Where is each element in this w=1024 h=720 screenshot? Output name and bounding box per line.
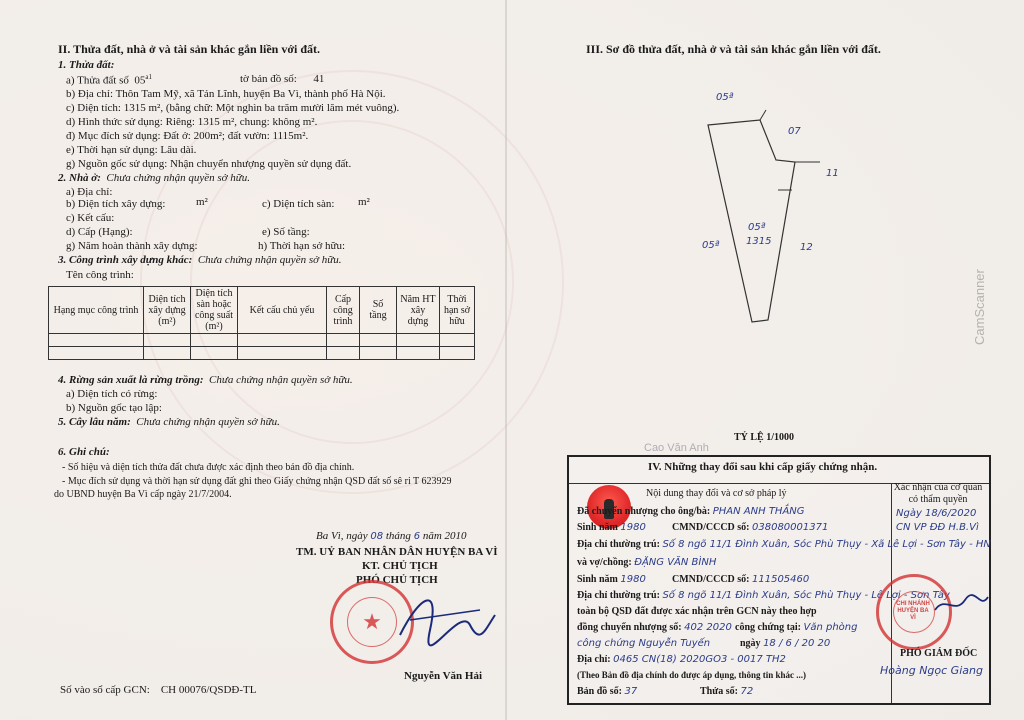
s2-g: g) Năm hoàn thành xây dựng:: [66, 240, 198, 252]
s1-b: b) Địa chỉ: Thôn Tam Mỹ, xã Tản Lĩnh, huyện Ba Vì, thành phố Hà Nội.: [66, 88, 386, 100]
s2-b: b) Diện tích xây dựng:: [66, 198, 166, 210]
date-prefix: Ba Vì, ngày: [316, 530, 368, 542]
s4-status: Chưa chứng nhận quyền sở hữu.: [209, 374, 353, 386]
s3-status: Chưa chứng nhận quyền sở hữu.: [197, 254, 342, 266]
signature-right: [930, 585, 990, 625]
date-mid: tháng: [385, 530, 411, 542]
signature-left: [380, 575, 500, 655]
section-2-title: II. Thửa đất, nhà ở và tài sản khác gắn liền với đất.: [58, 42, 321, 56]
row-birth-1: Sinh năm 1980: [577, 522, 646, 533]
row-address-1: Địa chỉ thường trú: Số 8 ngõ 11/1 Đình Xuân, Sóc Phù Thụy - Xã Lê Lợi - Sơn Tây - HN: [577, 539, 991, 550]
table-header: Cấp công trình: [327, 287, 360, 334]
table-row: [49, 347, 475, 360]
map-label-07: 07: [788, 126, 801, 137]
table-header: Hạng mục công trình: [49, 287, 144, 334]
row-contract: đồng chuyển nhượng số: 402 2020: [577, 622, 732, 633]
map-label-12: 12: [800, 242, 813, 253]
row-birth-2: Sinh năm 1980: [577, 574, 646, 585]
s4-heading: [58, 374, 353, 386]
row-scope: toàn bộ QSD đất được xác nhận trên GCN này theo hợp: [577, 606, 817, 617]
row-notary-office: công chứng Nguyễn Tuyến: [577, 638, 711, 649]
row-id-1: CMND/CCCD số: 038080001371: [672, 522, 829, 533]
col-content-header: Nội dung thay đổi và cơ sở pháp lý: [646, 488, 787, 499]
s2-b-unit: m²: [196, 196, 208, 208]
confirm-title: PHÓ GIÁM ĐỐC: [900, 648, 978, 659]
map-label-center-b: 1315: [746, 236, 772, 247]
s1-a-map-label: tờ bản đồ số:: [240, 73, 297, 85]
s2-title: 2. Nhà ở:: [58, 172, 101, 184]
col-confirm-header: Xác nhận của cơ quan có thẩm quyền: [893, 482, 983, 505]
s1-a-label: a) Thửa đất số: [66, 74, 129, 87]
watermark-name: Cao Văn Anh: [644, 442, 709, 454]
row-map-sheet: Bản đồ số: 37: [577, 686, 638, 697]
s1-a-value: 05: [134, 74, 146, 87]
s4-title: 4. Rừng sản xuất là rừng trồng:: [58, 374, 204, 386]
confirm-date: Ngày 18/6/2020: [896, 508, 977, 519]
row-transfer: Đã chuyển nhượng cho ông/bà: PHAN ANH THẮNG: [577, 506, 805, 517]
s3-heading: [58, 254, 341, 266]
s2-d: d) Cấp (Hạng):: [66, 226, 133, 238]
s2-status: Chưa chứng nhận quyền sở hữu.: [106, 172, 251, 184]
s1-a-map: [240, 73, 324, 85]
s5-title: 5. Cây lâu năm:: [58, 416, 131, 428]
row-note: (Theo Bản đồ địa chính do được áp dụng, thông tin khác ...): [577, 670, 806, 680]
s2-heading: [58, 172, 250, 184]
row-id-2: CMND/CCCD số: 111505460: [672, 574, 810, 585]
table-header: Diện tích xây dựng (m²): [144, 287, 191, 334]
s5-heading: [58, 416, 280, 428]
date-day: 08: [370, 531, 384, 542]
table-header-row: [49, 287, 475, 334]
confirm-code: CN VP ĐĐ H.B.Vì: [896, 522, 979, 533]
signer-name: Nguyễn Văn Hải: [404, 670, 483, 682]
table-row: [49, 334, 475, 347]
seal-text: CHI NHÁNH HUYỆN BA VÌ: [896, 601, 930, 621]
row-address-2: Địa chỉ thường trú: Số 8 ngõ 11/1 Đình Xuân, Sóc Phù Thụy - Lê Lợi - Sơn Tây: [577, 590, 950, 601]
date-month: 6: [413, 531, 421, 542]
s1-title: 1. Thửa đất:: [58, 59, 115, 71]
s4-a: a) Diện tích có rừng:: [66, 388, 158, 400]
gcn-value: CH 00076/QSDĐ-TL: [160, 684, 257, 696]
camscanner-watermark: CamScanner: [972, 269, 987, 345]
sign-title: PHÓ CHỦ TỊCH: [356, 574, 438, 586]
construction-table: [48, 286, 475, 360]
s1-e: e) Thời hạn sử dụng: Lâu dài.: [66, 144, 197, 156]
section-4-title: IV. Những thay đổi sau khi cấp giấy chứng nhận.: [648, 461, 878, 473]
s3-title: 3. Công trình xây dựng khác:: [58, 254, 193, 266]
table-header: Thời hạn sở hữu: [440, 287, 475, 334]
s1-d: d) Hình thức sử dụng: Riêng: 1315 m², chung: không m².: [66, 116, 318, 128]
sign-kt: KT. CHỦ TỊCH: [362, 560, 438, 572]
sign-org: TM. UỶ BAN NHÂN DÂN HUYỆN BA VÌ: [296, 546, 498, 558]
s6-note-3: do UBND huyện Ba Vì cấp ngày 21/7/2004.: [54, 489, 232, 500]
parcel-map: [690, 80, 850, 340]
s1-c: c) Diện tích: 1315 m², (bằng chữ: Một nghìn ba trăm mười lăm mét vuông).: [66, 102, 400, 114]
s2-c-area: c) Diện tích sàn:: [262, 198, 335, 210]
s4-b: b) Nguồn gốc tạo lập:: [66, 402, 162, 414]
row-spouse: và vợ/chồng: ĐẶNG VĂN BÌNH: [577, 557, 717, 568]
row-parcel-number: Thửa số: 72: [700, 686, 754, 697]
s6-note-1: - Số hiệu và diện tích thửa đất chưa được xác định theo bản đồ địa chính.: [62, 462, 355, 473]
s2-c-unit: m²: [358, 196, 370, 208]
s1-dd: đ) Mục đích sử dụng: Đất ở: 200m²; đất vườn: 1115m².: [66, 130, 309, 142]
s6-note-2: - Mục đích sử dụng và thời hạn sử dụng đất ghi theo Giấy chứng nhận QSD đất số sê ri T 623929: [62, 476, 452, 487]
s2-h: h) Thời hạn sở hữu:: [258, 240, 346, 252]
map-label-05a: 05ª: [702, 240, 720, 251]
s1-a-map-value: 41: [313, 73, 325, 85]
section-3-title: III. Sơ đồ thửa đất, nhà ở và tài sản khác gắn liền với đất.: [586, 42, 881, 56]
date-suffix: năm 2010: [422, 530, 467, 542]
s5-status: Chưa chứng nhận quyền sở hữu.: [136, 416, 280, 428]
s1-a-sup: a1: [145, 73, 152, 81]
s1-g: g) Nguồn gốc sử dụng: Nhận chuyển nhượng quyền sử dụng đất.: [66, 158, 352, 170]
s2-c: c) Kết cấu:: [66, 212, 115, 224]
gcn-number: [60, 684, 256, 696]
s3-name: Tên công trình:: [66, 269, 134, 281]
row-notary-date: ngày 18 / 6 / 20 20: [740, 638, 831, 649]
s6-title: 6. Ghi chú:: [58, 446, 110, 458]
table-header: Số tầng: [360, 287, 397, 334]
red-seal-left: ★: [330, 580, 414, 664]
row-notary: công chứng tại: Văn phòng: [735, 622, 858, 633]
confirm-name: Hoàng Ngọc Giang: [880, 664, 983, 677]
table-header: Năm HT xây dựng: [397, 287, 440, 334]
map-label-center-a: 05ª: [748, 222, 766, 233]
table-header: Kết cấu chủ yếu: [238, 287, 327, 334]
map-label-top: 05ª: [716, 92, 734, 103]
gcn-label: Số vào sổ cấp GCN:: [60, 684, 150, 696]
row-code: Địa chỉ: 0465 CN(18) 2020GO3 - 0017 TH2: [577, 654, 786, 665]
table-header: Diện tích sàn hoặc công suất (m²): [191, 287, 238, 334]
sign-date: [316, 530, 467, 542]
s2-e: e) Số tầng:: [262, 226, 310, 238]
map-label-11: 11: [826, 168, 839, 179]
s2-a: a) Địa chỉ:: [66, 186, 113, 198]
s1-a: [66, 73, 152, 87]
map-scale: TỶ LỆ 1/1000: [734, 432, 795, 443]
